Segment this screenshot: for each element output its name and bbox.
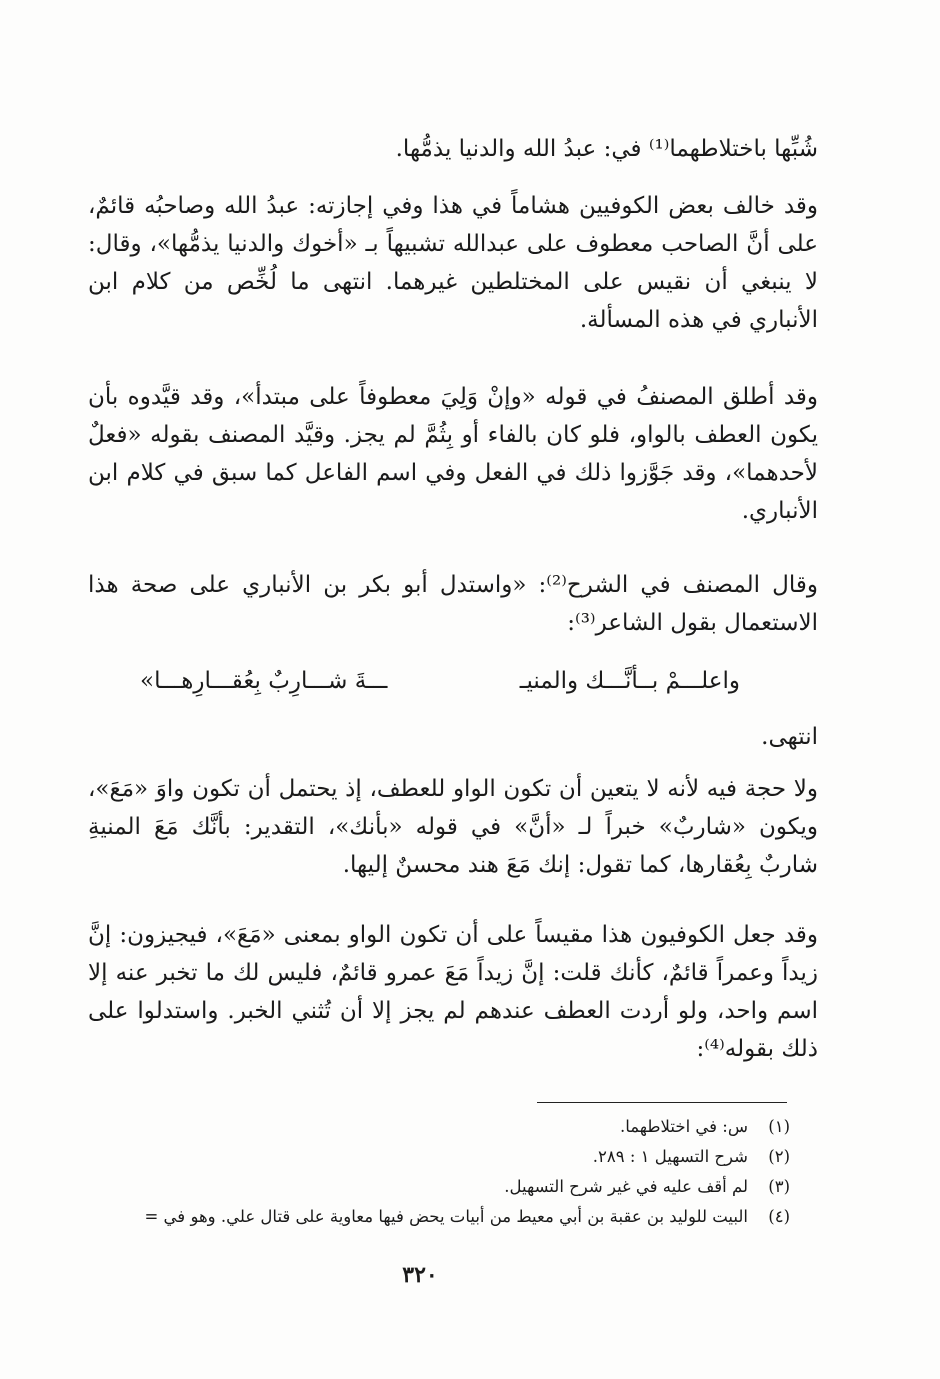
footnote-3 xyxy=(70,1172,790,1202)
paragraph-end-quote: انتهى. xyxy=(761,724,818,750)
poetry-verse xyxy=(140,662,740,702)
verse-second-hemistich: ـــةَ شـــارِبٌ بِعُقـــارِهـــا» xyxy=(140,668,388,694)
footnote-text: س: في اختلاطهما. xyxy=(620,1117,748,1136)
footnote-2 xyxy=(70,1142,790,1172)
verse-first-hemistich: واعلـــمْ بــأنَّـــك والمنيـ xyxy=(519,668,740,694)
footnote-text: لم أقف عليه في غير شرح التسهيل. xyxy=(504,1177,748,1196)
footnote-number: (٢) xyxy=(768,1147,790,1166)
page-number: ٣٢٠ xyxy=(402,1262,438,1288)
footnote-text: البيت للوليد بن عقبة بن أبي معيط من أبيات يحض فيها معاوية على قتال علي. وهو في = xyxy=(144,1207,748,1226)
paragraph-2: وقد خالف بعض الكوفيين هشاماً في هذا وفي إجازته: عبدُ الله وصاحبُه قائمٌ، على أنَّ الصاحب معطوف على عبدالله تشبيهاً بـ «أخوك والدنيا يذمُّها»، وقال: لا ينبغي أن نقيس على المختلطين غيرهما. انتهى ما لُخِّص من كلام ابن الأنباري في هذه المسألة. xyxy=(88,193,819,333)
paragraph-4: وقال المصنف في الشرح⁽²⁾: «واستدل أبو بكر بن الأنباري على صحة هذا الاستعمال بقول الشاعر⁽³⁾: xyxy=(88,572,818,636)
footnote-4 xyxy=(70,1202,790,1232)
paragraph-5: ولا حجة فيه لأنه لا يتعين أن تكون الواو للعطف، إذ يحتمل أن تكون واوَ «مَعَ»، ويكون «شاربٌ» خبراً لـ «أنَّ» في قوله «بأنك»، التقدير: بأنَّك مَعَ المنيةِ شاربٌ بِعُقارها، كما تقول: إنك مَعَ هند محسنٌ إليها. xyxy=(88,776,818,878)
footnote-1 xyxy=(70,1112,790,1142)
footnote-number: (١) xyxy=(768,1117,790,1136)
footnote-divider xyxy=(537,1102,787,1103)
footnote-text: شرح التسهيل ١ : ٢٨٩. xyxy=(592,1147,748,1166)
paragraph-6: وقد جعل الكوفيون هذا مقيساً على أن تكون الواو بمعنى «مَعَ»، فيجيزون: إنَّ زيداً وعمراً قائمٌ، كأنك قلت: إنَّ زيداً مَعَ عمرو قائمٌ، فليس لك ما تخبر عنه إلا اسم واحد، ولو أردت العطف عندهم لم يجز إلا أن تُثني الخبر. واستدلوا على ذلك بقوله⁽⁴⁾: xyxy=(88,922,818,1062)
footnote-number: (٤) xyxy=(768,1207,790,1226)
footnotes xyxy=(70,1112,790,1232)
footnote-number: (٣) xyxy=(768,1177,790,1196)
paragraph-3: وقد أطلق المصنفُ في قوله «وإنْ وَلِيَ معطوفاً على مبتدأ»، وقد قيَّدوه بأن يكون العطف بالواو، فلو كان بالفاء أو بِثُمَّ لم يجز. وقيَّد المصنف بقوله «فعلٌ لأحدهما»، وقد جَوَّزوا ذلك في الفعل وفي اسم الفاعل كما سبق في كلام ابن الأنباري. xyxy=(88,384,818,524)
paragraph-1: شُبِّها باختلاطهما⁽¹⁾ في: عبدُ الله والدنيا يذمُّها. xyxy=(395,136,818,162)
